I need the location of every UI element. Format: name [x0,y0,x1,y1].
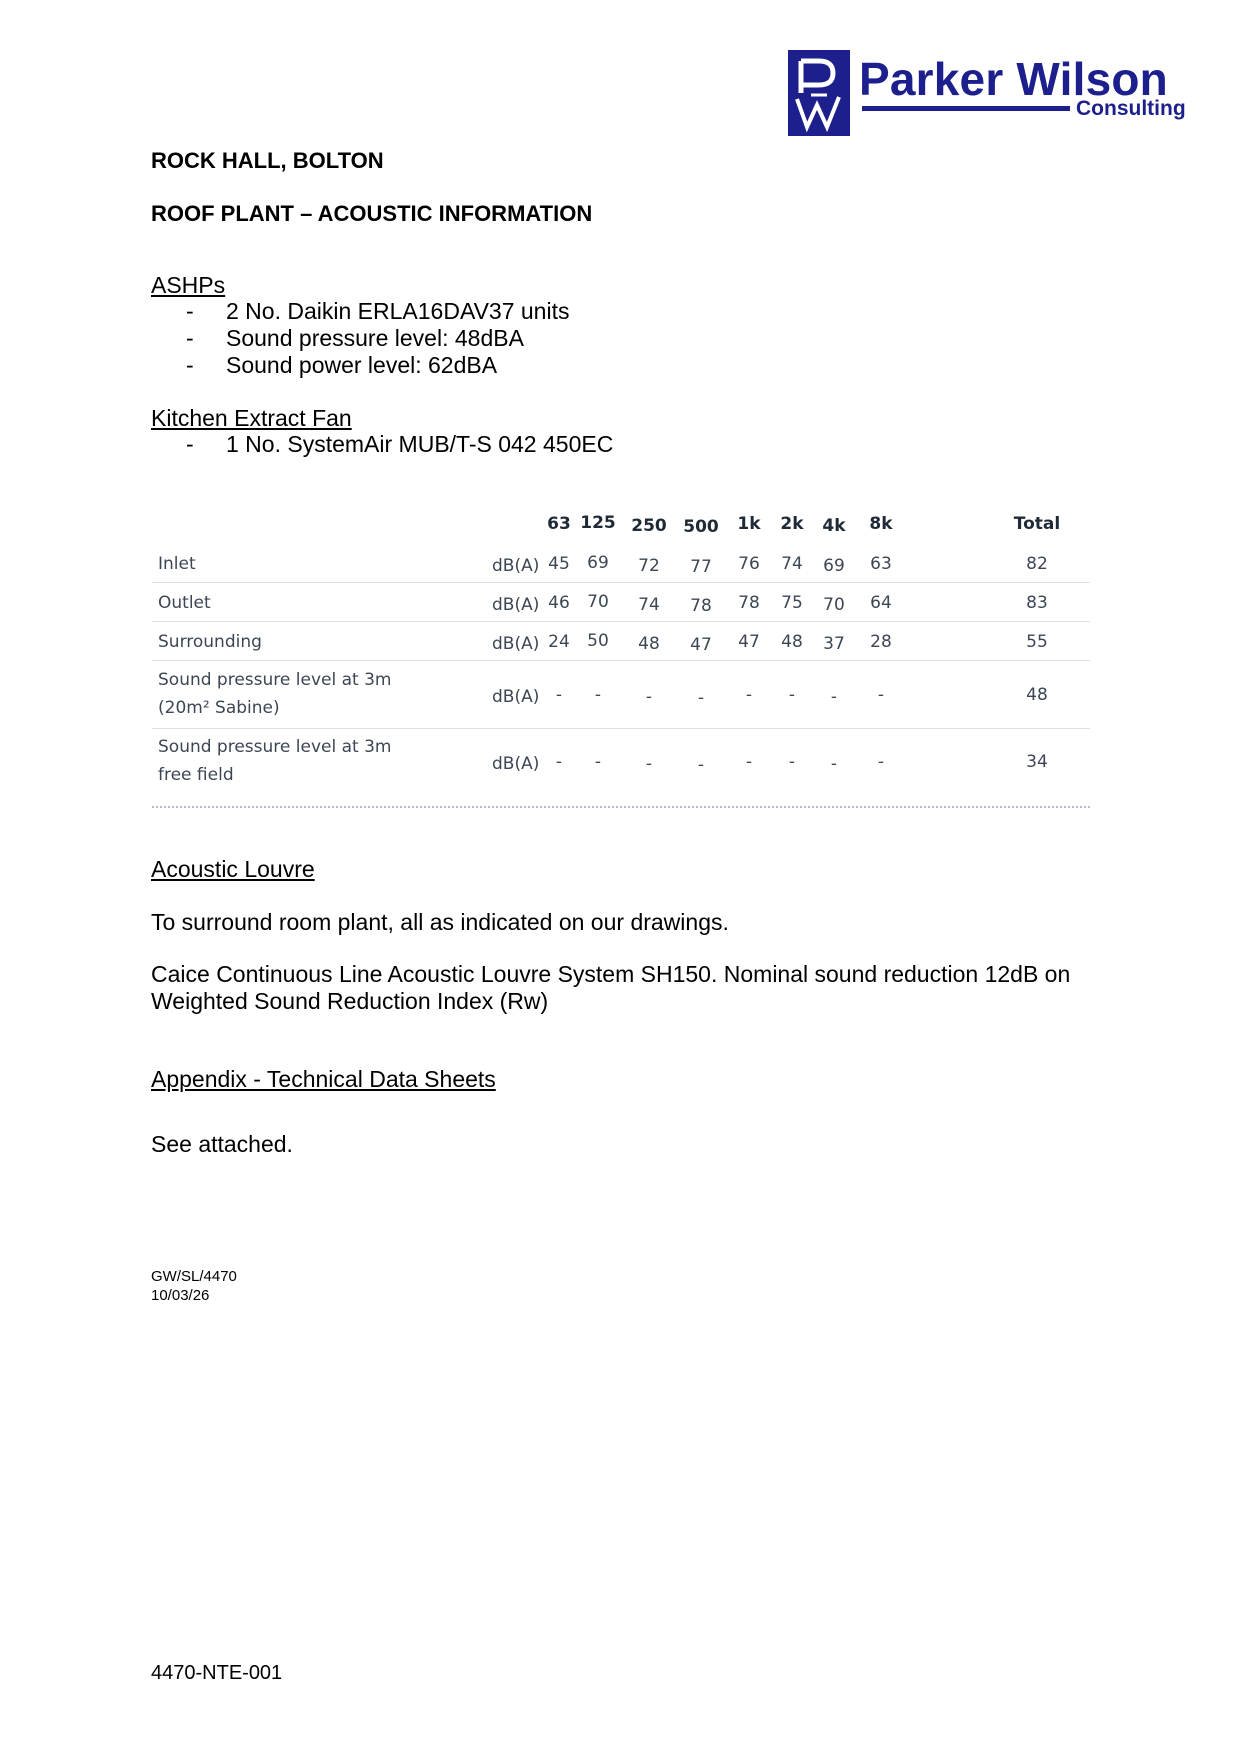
table-cell: 78 [690,596,712,616]
reference-block [151,1267,237,1305]
table-cell: 47 [738,632,760,652]
list-item: - Sound pressure level: 48dBA [186,325,524,351]
table-cell: - [555,685,563,705]
table-cell: 50 [587,631,609,651]
column-header: 250 [631,516,667,536]
table-row [152,729,1090,805]
table-cell: 24 [548,632,570,652]
table-cell: - [697,755,705,775]
table-cell: 47 [690,635,712,655]
table-cell: 77 [690,557,712,577]
table-cell: 74 [638,595,660,615]
table-cell: - [745,685,753,705]
reference-date: 10/03/26 [151,1287,210,1304]
table-cell-total: 34 [1026,752,1048,772]
column-header: 4k [822,516,846,536]
table-cell: - [830,754,838,774]
louvre-paragraph-1: To surround room plant, all as indicated on our drawings. [151,909,729,935]
table-cell: 70 [823,595,845,615]
table-cell: 69 [823,556,845,576]
table-cell: 64 [870,593,892,613]
table-cell: - [645,754,653,774]
kitchen-fan-list [186,431,613,458]
table-cell: 72 [638,556,660,576]
table-cell-total: 55 [1026,632,1048,652]
table-row [152,583,1090,622]
table-cell: - [555,752,563,772]
column-header: 500 [683,517,719,537]
table-cell: - [645,687,653,707]
company-logo [788,50,1193,140]
column-header: 8k [869,514,893,534]
table-cell: - [830,687,838,707]
table-cell-total: 82 [1026,554,1048,574]
table-row [152,661,1090,729]
louvre-paragraph-2: Caice Continuous Line Acoustic Louvre System SH150. Nominal sound reduction 12dB on Weighted Sound Reduction Index (Rw) [151,961,1071,1014]
louvre-heading: Acoustic Louvre [151,856,315,882]
row-label: Inlet [158,554,196,574]
table-cell: - [745,752,753,772]
row-unit: dB(A) [492,754,540,774]
table-cell: 37 [823,634,845,654]
table-row [152,544,1090,583]
table-cell: 28 [870,632,892,652]
column-header: 125 [580,513,616,533]
appendix-text: See attached. [151,1131,293,1157]
table-cell: - [877,685,885,705]
row-label: Sound pressure level at 3m (20m² Sabine) [158,670,392,718]
row-unit: dB(A) [492,595,540,615]
ashps-heading: ASHPs [151,272,226,298]
row-unit: dB(A) [492,687,540,707]
appendix-heading: Appendix - Technical Data Sheets [151,1066,496,1092]
table-cell: - [788,752,796,772]
row-unit: dB(A) [492,634,540,654]
table-row [152,622,1090,661]
table-cell: 48 [781,632,803,652]
table-bottom-rule [152,806,1090,808]
document-number: 4470-NTE-001 [151,1662,283,1684]
logo-company-name: Parker Wilson [859,53,1168,105]
list-item: - Sound power level: 62dBA [186,352,498,378]
table-cell: 70 [587,592,609,612]
table-cell-total: 83 [1026,593,1048,613]
row-label: Surrounding [158,632,262,652]
table-cell: 63 [870,554,892,574]
ashps-list [186,298,569,379]
project-title: ROCK HALL, BOLTON [151,148,384,173]
document-title: ROOF PLANT – ACOUSTIC INFORMATION [151,201,593,226]
list-item: - 2 No. Daikin ERLA16DAV37 units [186,298,570,324]
table-cell: - [594,752,602,772]
row-unit: dB(A) [492,556,540,576]
table-cell: 75 [781,593,803,613]
column-header: 1k [737,514,761,534]
row-label: Sound pressure level at 3m free field [158,737,392,785]
table-cell: 48 [638,634,660,654]
table-cell: 45 [548,554,570,574]
table-cell: - [697,688,705,708]
table-cell: - [594,685,602,705]
column-header: 2k [780,514,804,534]
acoustic-data-table [152,508,1090,814]
logo-monogram [788,50,850,136]
table-cell: - [877,752,885,772]
table-cell-total: 48 [1026,685,1048,705]
row-label: Outlet [158,593,211,613]
reference-code: GW/SL/4470 [151,1268,237,1285]
logo-rule [862,106,1070,111]
table-cell: 74 [781,554,803,574]
table-cell: - [788,685,796,705]
table-cell: 76 [738,554,760,574]
column-header: 63 [547,514,571,534]
table-cell: 78 [738,593,760,613]
table-cell: 46 [548,593,570,613]
kitchen-fan-heading: Kitchen Extract Fan [151,405,352,431]
column-header-total: Total [1013,514,1061,534]
logo-subtitle: Consulting [1076,97,1186,120]
list-item: - 1 No. SystemAir MUB/T-S 042 450EC [186,431,614,457]
table-cell: 69 [587,553,609,573]
